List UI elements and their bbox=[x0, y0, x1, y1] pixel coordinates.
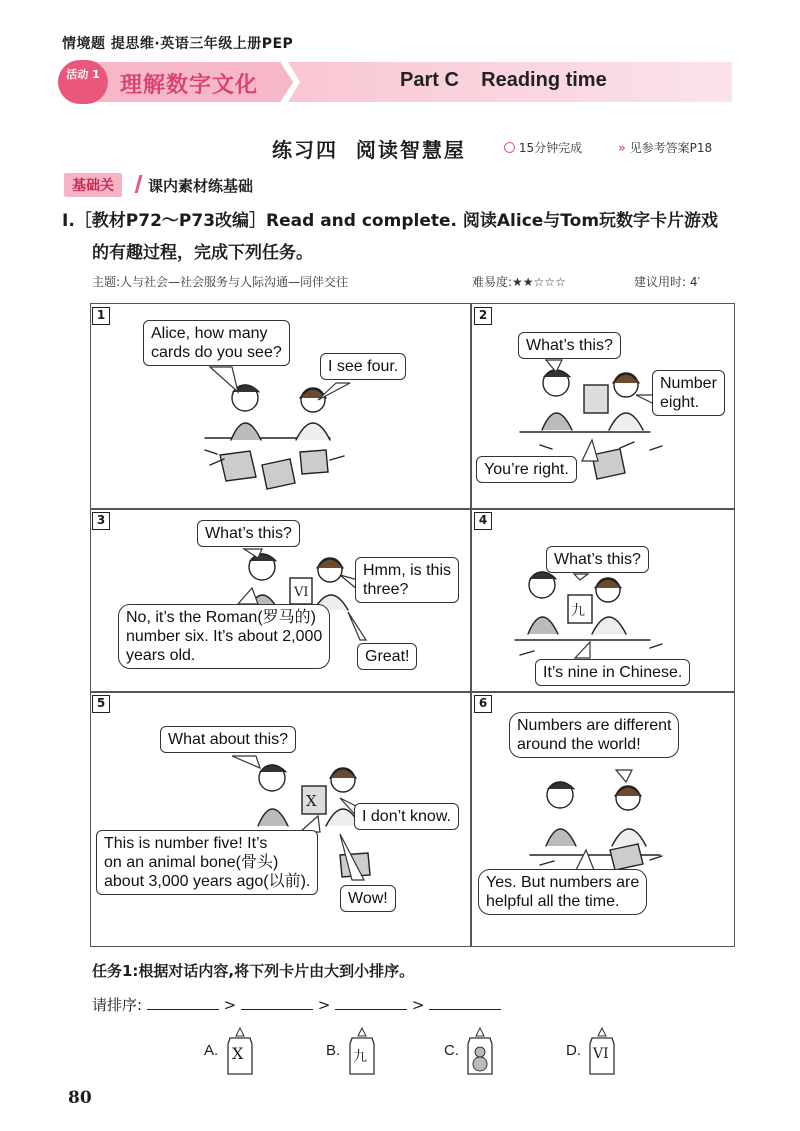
page-number: 80 bbox=[68, 1088, 92, 1108]
activity-badge: 活动 1 bbox=[58, 60, 108, 104]
answer-blank-4[interactable] bbox=[429, 996, 501, 1010]
speech-bubble: I see four. bbox=[320, 353, 406, 380]
option-label: B. bbox=[326, 1042, 341, 1059]
option-card: VI bbox=[593, 1046, 609, 1062]
speech-bubble: You’re right. bbox=[476, 456, 577, 483]
speech-bubble: Wow! bbox=[340, 885, 396, 912]
task-instruction: Ⅰ.［教材P72～P73改编］Read and complete. 阅读Alice与Tom玩数字卡片游戏 bbox=[62, 211, 719, 231]
speech-bubble: Alice, how many cards do you see? bbox=[143, 320, 290, 366]
speech-bubble: This is number five! It’s on an animal bone(骨头) about 3,000 years ago(以前). bbox=[96, 830, 318, 895]
gourd-card-icon bbox=[462, 1026, 498, 1078]
part-title: Part C Reading time bbox=[400, 69, 607, 91]
level-subtitle: 课内素材练基础 bbox=[148, 177, 254, 195]
option-label: C. bbox=[444, 1042, 459, 1059]
order-label: 请排序: bbox=[92, 996, 143, 1014]
speech-bubble: Great! bbox=[357, 643, 417, 670]
speech-bubble: Number eight. bbox=[652, 370, 725, 416]
speech-bubble: What’s this? bbox=[197, 520, 300, 547]
kids-illustration-1 bbox=[205, 385, 344, 489]
double-chevron-icon: » bbox=[618, 141, 626, 155]
answer-note-text: 见参考答案P18 bbox=[629, 141, 713, 155]
panel-number: 5 bbox=[92, 695, 110, 713]
series-title: 情境题 提思维·英语三年级上册PEP bbox=[62, 36, 294, 52]
speech-bubble: Yes. But numbers are helpful all the time. bbox=[478, 869, 647, 915]
card-glyph: 九 bbox=[571, 603, 585, 619]
speech-bubble: What about this? bbox=[160, 726, 296, 753]
speech-bubble: It’s nine in Chinese. bbox=[535, 659, 690, 686]
option-label: A. bbox=[204, 1042, 219, 1059]
task-instruction-cont: 的有趣过程，完成下列任务。 bbox=[92, 243, 313, 263]
speech-bubble: I don’t know. bbox=[354, 803, 459, 830]
panel-number: 2 bbox=[474, 307, 492, 325]
option-card: Ⅹ bbox=[232, 1044, 244, 1063]
exercise-title: 练习四 阅读智慧屋 bbox=[272, 138, 466, 162]
speech-bubble: What’s this? bbox=[546, 546, 649, 573]
suggested-time: 建议用时: 4′ bbox=[634, 275, 701, 289]
answer-blank-3[interactable] bbox=[335, 996, 407, 1010]
panel-number: 4 bbox=[474, 512, 492, 530]
card-glyph: Ⅹ bbox=[306, 792, 317, 810]
speech-bubble: Numbers are different around the world! bbox=[509, 712, 679, 758]
panel-number: 6 bbox=[474, 695, 492, 713]
time-note-text: 15分钟完成 bbox=[518, 141, 583, 155]
speech-bubble: Hmm, is this three? bbox=[355, 557, 459, 603]
option-card: 九 bbox=[353, 1049, 367, 1065]
card-glyph: VI bbox=[294, 585, 309, 600]
speech-bubble: What’s this? bbox=[518, 332, 621, 359]
difficulty-text: 难易度:★★☆☆☆ bbox=[472, 275, 566, 289]
kids-illustration-4 bbox=[515, 572, 662, 655]
task1-prompt: 任务1:根据对话内容,将下列卡片由大到小排序。 bbox=[92, 962, 415, 980]
panel-number: 3 bbox=[92, 512, 110, 530]
answer-blank-2[interactable] bbox=[241, 996, 313, 1010]
kids-illustration-6 bbox=[530, 782, 662, 870]
panel-number: 1 bbox=[92, 307, 110, 325]
option-label: D. bbox=[566, 1042, 581, 1059]
kids-illustration-3 bbox=[248, 554, 348, 610]
order-row: 请排序: > > > bbox=[92, 994, 501, 1015]
answer-blank-1[interactable] bbox=[147, 996, 219, 1010]
theme-text: 主题:人与社会—社会服务与人际沟通—同伴交往 bbox=[92, 275, 349, 289]
speech-bubble: No, it’s the Roman(罗马的) number six. It’s about 2,000 years old. bbox=[118, 604, 330, 669]
banner-title: 理解数字文化 bbox=[120, 73, 259, 98]
level-badge: 基础关 bbox=[64, 173, 122, 197]
